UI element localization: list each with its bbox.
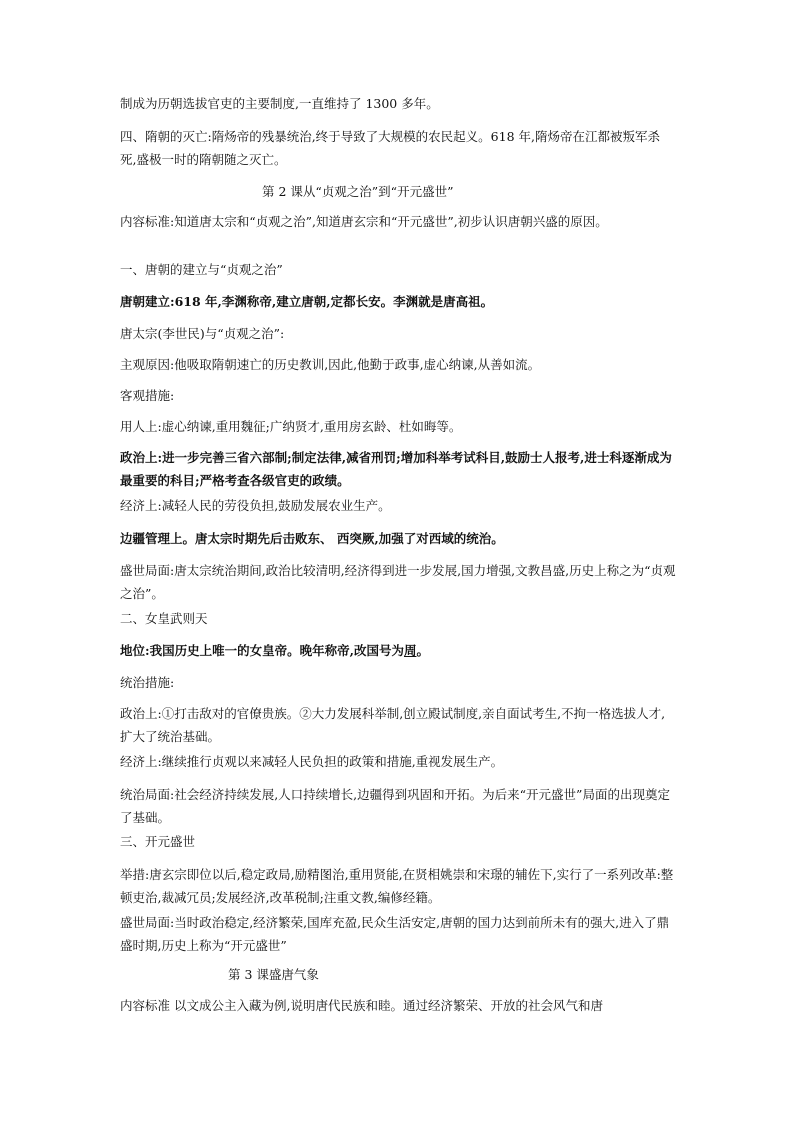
section-kaiyuan-heading: 三、开元盛世 bbox=[120, 834, 196, 849]
paragraph-wu-situation: 统治局面:社会经济持续发展,人口持续增长,边疆得到巩固和开拓。为后来“开元盛世”局面的出现奠定了基础。 bbox=[120, 787, 670, 825]
paragraph-kaiyuan-measures: 举措:唐玄宗即位以后,稳定政局,励精图治,重用贤能,在贤相姚崇和宋璟的辅佐下,实行了一系列改革:整顿吏治,裁减冗员;发展经济,改革税制;注重文教,编修经籍。 bbox=[120, 867, 674, 905]
section-wu-zetian-heading: 二、女皇武则天 bbox=[120, 611, 208, 626]
dynasty-name-zhou: 周 bbox=[403, 643, 417, 658]
lesson-3-standard: 内容标准 以文成公主入藏为例,说明唐代民族和睦。通过经济繁荣、开放的社会风气和唐 bbox=[120, 998, 603, 1013]
paragraph-governance-measures: 统治措施: bbox=[120, 675, 175, 690]
paragraph-sui-fall: 四、隋朝的灭亡:隋炀帝的残暴统治,终于导致了大规模的农民起义。618 年,隋炀帝在江都被叛军杀死,盛极一时的隋朝随之灭亡。 bbox=[120, 129, 660, 167]
paragraph-politics-taizong: 政治上:进一步完善三省六部制;制定法律,减省刑罚;增加科举考试科目,鼓励士人报考,进士科逐渐成为最重要的科目;严格考查各级官吏的政绩。 bbox=[120, 450, 672, 488]
paragraph-wu-politics: 政治上:①打击敌对的官僚贵族。②大力发展科举制,创立殿试制度,亲自面试考生,不拘一格选拔人才,扩大了统治基础。 bbox=[120, 706, 666, 744]
paragraph-wu-status: 地位:我国历史上唯一的女皇帝。晚年称帝,改国号为周。 bbox=[120, 643, 429, 658]
lesson-3-title: 第 3 课盛唐气象 bbox=[228, 967, 319, 982]
paragraph-objective-measures: 客观措施: bbox=[120, 388, 175, 403]
paragraph-frontier: 边疆管理上。唐太宗时期先后击败东、 西突厥,加强了对西域的统治。 bbox=[120, 531, 504, 546]
lesson-2-title: 第 2 课从“贞观之治”到“开元盛世” bbox=[262, 184, 454, 199]
paragraph-imperial-exam-duration: 制成为历朝选拔官吏的主要制度,一直维持了 1300 多年。 bbox=[120, 96, 439, 111]
section-tang-founding-heading: 一、唐朝的建立与“贞观之治” bbox=[120, 262, 283, 277]
paragraph-personnel: 用人上:虚心纳谏,重用魏征;广纳贤才,重用房玄龄、杜如晦等。 bbox=[120, 419, 462, 434]
paragraph-tang-founding: 唐朝建立:618 年,李渊称帝,建立唐朝,定都长安。李渊就是唐高祖。 bbox=[120, 294, 494, 309]
paragraph-economy-taizong: 经济上:减轻人民的劳役负担,鼓励发展农业生产。 bbox=[120, 498, 391, 513]
paragraph-kaiyuan-prosperity: 盛世局面:当时政治稳定,经济繁荣,国库充盈,民众生活安定,唐朝的国力达到前所未有的强大,进入了鼎盛时期,历史上称为“开元盛世” bbox=[120, 915, 670, 953]
lesson-2-standard: 内容标准:知道唐太宗和“贞观之治”,知道唐玄宗和“开元盛世”,初步认识唐朝兴盛的原因。 bbox=[120, 214, 608, 229]
paragraph-wu-economy: 经济上:继续推行贞观以来减轻人民负担的政策和措施,重视发展生产。 bbox=[120, 754, 504, 769]
paragraph-subjective-reason: 主观原因:他吸取隋朝速亡的历史教训,因此,他勤于政事,虚心纳谏,从善如流。 bbox=[120, 357, 541, 372]
paragraph-zhenguan-prosperity: 盛世局面:唐太宗统治期间,政治比较清明,经济得到进一步发展,国力增强,文教昌盛,历史上称之为“贞观之治”。 bbox=[120, 563, 676, 601]
paragraph-taizong-heading: 唐太宗(李世民)与“贞观之治”: bbox=[120, 326, 285, 341]
